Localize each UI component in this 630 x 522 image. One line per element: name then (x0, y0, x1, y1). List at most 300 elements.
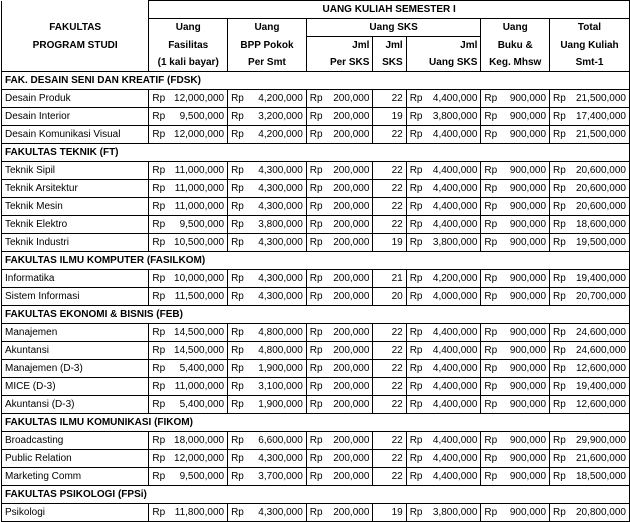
bpp-value: 1,900,000 (245, 360, 307, 378)
fasilitas-value: 9,500,000 (166, 108, 228, 126)
currency-label: Rp (550, 234, 567, 252)
currency-label: Rp (406, 342, 423, 360)
currency-label: Rp (149, 270, 166, 288)
currency-label: Rp (228, 342, 245, 360)
total-value: 20,800,000 (567, 504, 630, 522)
faculty-name: FAK. DESAIN SENI DAN KREATIF (FDSK) (2, 72, 630, 90)
currency-label: Rp (149, 180, 166, 198)
fasilitas-value: 12,000,000 (166, 90, 228, 108)
currency-label: Rp (481, 108, 498, 126)
fasilitas-value: 11,000,000 (166, 162, 228, 180)
fasilitas-value: 11,800,000 (166, 504, 228, 522)
currency-label: Rp (550, 198, 567, 216)
buku-value: 900,000 (498, 180, 549, 198)
currency-label: Rp (149, 162, 166, 180)
currency-label: Rp (550, 432, 567, 450)
total-value: 24,600,000 (567, 342, 630, 360)
total-value: 20,600,000 (567, 162, 630, 180)
fasilitas-value: 10,000,000 (166, 270, 228, 288)
sks-count-value: 22 (373, 468, 406, 486)
sks-count-value: 19 (373, 234, 406, 252)
uang-sks-value: 4,400,000 (423, 126, 481, 144)
sks-count-value: 22 (373, 216, 406, 234)
sks-count-value: 22 (373, 162, 406, 180)
sks-count-value: 20 (373, 288, 406, 306)
program-row (2, 234, 630, 252)
sks-group-header: Uang SKS (306, 19, 481, 37)
currency-label: Rp (550, 126, 567, 144)
currency-label: Rp (406, 216, 423, 234)
currency-label: Rp (306, 234, 323, 252)
currency-label: Rp (481, 234, 498, 252)
currency-label: Rp (306, 504, 323, 522)
currency-label: Rp (306, 360, 323, 378)
currency-label: Rp (306, 378, 323, 396)
currency-label: Rp (406, 324, 423, 342)
program-row (2, 126, 630, 144)
per-sks-value: 200,000 (323, 162, 372, 180)
currency-label: Rp (228, 90, 245, 108)
fasilitas-header-3: (1 kali bayar) (149, 54, 228, 72)
currency-label: Rp (306, 324, 323, 342)
currency-label: Rp (228, 396, 245, 414)
program-row (2, 270, 630, 288)
currency-label: Rp (481, 198, 498, 216)
header-corner (2, 1, 149, 19)
currency-label: Rp (406, 432, 423, 450)
uang-sks-value: 4,200,000 (423, 270, 481, 288)
uang-sks-value: 4,400,000 (423, 216, 481, 234)
per-sks-value: 200,000 (323, 324, 372, 342)
program-row (2, 432, 630, 450)
buku-value: 900,000 (498, 198, 549, 216)
bpp-header-3: Per Smt (228, 54, 307, 72)
uang-sks-value: 4,400,000 (423, 180, 481, 198)
total-value: 12,600,000 (567, 396, 630, 414)
currency-label: Rp (306, 342, 323, 360)
total-header-1: Total (550, 19, 630, 37)
buku-value: 900,000 (498, 432, 549, 450)
program-name: Teknik Sipil (2, 162, 149, 180)
currency-label: Rp (550, 468, 567, 486)
tuition-fee-table (1, 0, 630, 522)
total-value: 29,900,000 (567, 432, 630, 450)
currency-label: Rp (481, 324, 498, 342)
semester-title: UANG KULIAH SEMESTER I (149, 1, 630, 19)
buku-value: 900,000 (498, 90, 549, 108)
currency-label: Rp (406, 378, 423, 396)
per-sks-value: 200,000 (323, 396, 372, 414)
per-sks-value: 200,000 (323, 468, 372, 486)
faculty-name: FAKULTAS PSIKOLOGI (FPSi) (2, 486, 630, 504)
currency-label: Rp (550, 504, 567, 522)
total-value: 24,600,000 (567, 324, 630, 342)
fasilitas-value: 18,000,000 (166, 432, 228, 450)
currency-label: Rp (481, 270, 498, 288)
bpp-value: 4,300,000 (245, 504, 307, 522)
program-row (2, 450, 630, 468)
total-value: 12,600,000 (567, 360, 630, 378)
program-header: PROGRAM STUDI (2, 37, 149, 55)
total-value: 17,400,000 (567, 108, 630, 126)
faculty-name: FAKULTAS ILMU KOMPUTER (FASILKOM) (2, 252, 630, 270)
uang-sks-value: 4,400,000 (423, 450, 481, 468)
fasilitas-value: 5,400,000 (166, 396, 228, 414)
currency-label: Rp (228, 378, 245, 396)
uang-sks-value: 4,400,000 (423, 342, 481, 360)
bpp-value: 4,300,000 (245, 234, 307, 252)
currency-label: Rp (550, 162, 567, 180)
currency-label: Rp (228, 198, 245, 216)
bpp-value: 3,200,000 (245, 108, 307, 126)
currency-label: Rp (149, 90, 166, 108)
currency-label: Rp (149, 378, 166, 396)
fasilitas-value: 9,500,000 (166, 468, 228, 486)
bpp-value: 4,300,000 (245, 198, 307, 216)
sks-count-value: 19 (373, 108, 406, 126)
total-value: 18,500,000 (567, 468, 630, 486)
uang-sks-value: 4,400,000 (423, 90, 481, 108)
currency-label: Rp (481, 396, 498, 414)
bpp-value: 4,300,000 (245, 288, 307, 306)
bpp-value: 4,800,000 (245, 324, 307, 342)
fasilitas-header-1: Uang (149, 19, 228, 37)
bpp-value: 4,300,000 (245, 162, 307, 180)
per-sks-value: 200,000 (323, 504, 372, 522)
uang-sks-header-2: Uang SKS (406, 54, 481, 72)
currency-label: Rp (406, 270, 423, 288)
buku-value: 900,000 (498, 162, 549, 180)
program-name: Psikologi (2, 504, 149, 522)
currency-label: Rp (306, 468, 323, 486)
program-row (2, 198, 630, 216)
currency-label: Rp (149, 234, 166, 252)
uang-sks-value: 4,400,000 (423, 162, 481, 180)
currency-label: Rp (550, 216, 567, 234)
per-sks-value: 200,000 (323, 198, 372, 216)
buku-value: 900,000 (498, 324, 549, 342)
program-row (2, 180, 630, 198)
program-name: Desain Komunikasi Visual (2, 126, 149, 144)
per-sks-value: 200,000 (323, 342, 372, 360)
sks-count-header-1: Jml (373, 37, 406, 55)
program-name: Marketing Comm (2, 468, 149, 486)
fasilitas-value: 14,500,000 (166, 324, 228, 342)
sks-count-value: 22 (373, 396, 406, 414)
fasilitas-value: 11,000,000 (166, 180, 228, 198)
sks-count-value: 22 (373, 450, 406, 468)
faculty-row (2, 252, 630, 270)
program-name: Public Relation (2, 450, 149, 468)
per-sks-value: 200,000 (323, 450, 372, 468)
sks-count-value: 22 (373, 324, 406, 342)
program-name: Teknik Elektro (2, 216, 149, 234)
fasilitas-value: 14,500,000 (166, 342, 228, 360)
currency-label: Rp (306, 432, 323, 450)
currency-label: Rp (149, 504, 166, 522)
per-sks-value: 200,000 (323, 216, 372, 234)
total-value: 18,600,000 (567, 216, 630, 234)
currency-label: Rp (149, 432, 166, 450)
program-name: Teknik Arsitektur (2, 180, 149, 198)
currency-label: Rp (306, 270, 323, 288)
currency-label: Rp (228, 504, 245, 522)
fasilitas-value: 12,000,000 (166, 450, 228, 468)
program-name: Informatika (2, 270, 149, 288)
total-header-3: Smt-1 (550, 54, 630, 72)
per-sks-header-2: Per SKS (306, 54, 373, 72)
currency-label: Rp (228, 234, 245, 252)
currency-label: Rp (228, 162, 245, 180)
bpp-value: 4,300,000 (245, 180, 307, 198)
uang-sks-value: 4,400,000 (423, 198, 481, 216)
currency-label: Rp (481, 126, 498, 144)
bpp-value: 6,600,000 (245, 432, 307, 450)
per-sks-value: 200,000 (323, 378, 372, 396)
faculty-row (2, 486, 630, 504)
currency-label: Rp (306, 450, 323, 468)
currency-label: Rp (550, 324, 567, 342)
bpp-value: 4,300,000 (245, 450, 307, 468)
table-body (2, 72, 630, 522)
currency-label: Rp (550, 342, 567, 360)
buku-value: 900,000 (498, 468, 549, 486)
currency-label: Rp (481, 180, 498, 198)
program-row (2, 396, 630, 414)
currency-label: Rp (228, 468, 245, 486)
currency-label: Rp (406, 288, 423, 306)
bpp-value: 4,800,000 (245, 342, 307, 360)
currency-label: Rp (406, 450, 423, 468)
program-name: Sistem Informasi (2, 288, 149, 306)
total-value: 21,500,000 (567, 126, 630, 144)
currency-label: Rp (481, 468, 498, 486)
currency-label: Rp (406, 234, 423, 252)
uang-sks-value: 3,800,000 (423, 108, 481, 126)
currency-label: Rp (550, 450, 567, 468)
buku-value: 900,000 (498, 504, 549, 522)
currency-label: Rp (550, 108, 567, 126)
program-row (2, 162, 630, 180)
sks-count-value: 22 (373, 126, 406, 144)
per-sks-value: 200,000 (323, 108, 372, 126)
sks-count-value: 22 (373, 432, 406, 450)
currency-label: Rp (481, 378, 498, 396)
bpp-value: 4,300,000 (245, 270, 307, 288)
program-row (2, 378, 630, 396)
per-sks-value: 200,000 (323, 288, 372, 306)
currency-label: Rp (406, 90, 423, 108)
fasilitas-value: 12,000,000 (166, 126, 228, 144)
currency-label: Rp (149, 216, 166, 234)
buku-value: 900,000 (498, 288, 549, 306)
faculty-name: FAKULTAS EKONOMI & BISNIS (FEB) (2, 306, 630, 324)
currency-label: Rp (481, 90, 498, 108)
bpp-value: 4,200,000 (245, 90, 307, 108)
buku-value: 900,000 (498, 360, 549, 378)
uang-sks-value: 4,400,000 (423, 468, 481, 486)
table-header (2, 1, 630, 72)
currency-label: Rp (550, 360, 567, 378)
faculty-row (2, 144, 630, 162)
faculty-row (2, 306, 630, 324)
buku-value: 900,000 (498, 126, 549, 144)
per-sks-value: 200,000 (323, 180, 372, 198)
currency-label: Rp (149, 342, 166, 360)
bpp-header-2: BPP Pokok (228, 37, 307, 55)
total-value: 19,500,000 (567, 234, 630, 252)
total-value: 20,600,000 (567, 198, 630, 216)
fasilitas-value: 5,400,000 (166, 360, 228, 378)
currency-label: Rp (306, 108, 323, 126)
currency-label: Rp (481, 450, 498, 468)
sks-count-value: 22 (373, 378, 406, 396)
buku-value: 900,000 (498, 108, 549, 126)
currency-label: Rp (149, 360, 166, 378)
total-header-2: Uang Kuliah (550, 37, 630, 55)
program-row (2, 504, 630, 522)
sks-count-value: 22 (373, 180, 406, 198)
fasilitas-value: 11,000,000 (166, 198, 228, 216)
buku-value: 900,000 (498, 450, 549, 468)
currency-label: Rp (228, 432, 245, 450)
currency-label: Rp (306, 198, 323, 216)
bpp-value: 3,800,000 (245, 216, 307, 234)
currency-label: Rp (149, 198, 166, 216)
program-name: Teknik Industri (2, 234, 149, 252)
sks-count-value: 19 (373, 504, 406, 522)
program-name: Teknik Mesin (2, 198, 149, 216)
header-spacer (2, 54, 149, 72)
fasilitas-value: 11,500,000 (166, 288, 228, 306)
currency-label: Rp (481, 288, 498, 306)
sks-count-value: 22 (373, 90, 406, 108)
per-sks-value: 200,000 (323, 234, 372, 252)
fasilitas-value: 11,000,000 (166, 378, 228, 396)
total-value: 19,400,000 (567, 378, 630, 396)
program-name: Manajemen (2, 324, 149, 342)
currency-label: Rp (149, 288, 166, 306)
currency-label: Rp (406, 180, 423, 198)
per-sks-header-1: Jml (306, 37, 373, 55)
currency-label: Rp (550, 396, 567, 414)
uang-sks-value: 4,400,000 (423, 432, 481, 450)
per-sks-value: 200,000 (323, 432, 372, 450)
buku-header-2: Buku & (481, 37, 550, 55)
uang-sks-value: 4,400,000 (423, 324, 481, 342)
program-row (2, 468, 630, 486)
faculty-row (2, 414, 630, 432)
uang-sks-value: 4,400,000 (423, 396, 481, 414)
program-name: MICE (D-3) (2, 378, 149, 396)
sks-count-value: 21 (373, 270, 406, 288)
bpp-value: 1,900,000 (245, 396, 307, 414)
currency-label: Rp (406, 126, 423, 144)
uang-sks-value: 4,400,000 (423, 378, 481, 396)
faculty-row (2, 72, 630, 90)
currency-label: Rp (306, 396, 323, 414)
currency-label: Rp (228, 180, 245, 198)
currency-label: Rp (406, 504, 423, 522)
program-name: Akuntansi (2, 342, 149, 360)
per-sks-value: 200,000 (323, 270, 372, 288)
total-value: 21,600,000 (567, 450, 630, 468)
currency-label: Rp (149, 450, 166, 468)
total-value: 21,500,000 (567, 90, 630, 108)
currency-label: Rp (149, 396, 166, 414)
currency-label: Rp (550, 378, 567, 396)
uang-sks-value: 4,000,000 (423, 288, 481, 306)
currency-label: Rp (306, 90, 323, 108)
per-sks-value: 200,000 (323, 90, 372, 108)
buku-value: 900,000 (498, 396, 549, 414)
sks-count-value: 22 (373, 360, 406, 378)
buku-header-1: Uang (481, 19, 550, 37)
faculty-name: FAKULTAS TEKNIK (FT) (2, 144, 630, 162)
bpp-value: 4,200,000 (245, 126, 307, 144)
sks-count-header-2: SKS (373, 54, 406, 72)
program-name: Desain Produk (2, 90, 149, 108)
program-name: Broadcasting (2, 432, 149, 450)
sks-count-value: 22 (373, 342, 406, 360)
currency-label: Rp (406, 108, 423, 126)
currency-label: Rp (228, 288, 245, 306)
total-value: 20,700,000 (567, 288, 630, 306)
currency-label: Rp (406, 468, 423, 486)
currency-label: Rp (149, 324, 166, 342)
currency-label: Rp (306, 126, 323, 144)
bpp-value: 3,700,000 (245, 468, 307, 486)
buku-value: 900,000 (498, 270, 549, 288)
currency-label: Rp (406, 396, 423, 414)
program-row (2, 90, 630, 108)
currency-label: Rp (406, 198, 423, 216)
currency-label: Rp (550, 288, 567, 306)
currency-label: Rp (149, 108, 166, 126)
bpp-value: 3,100,000 (245, 378, 307, 396)
currency-label: Rp (481, 342, 498, 360)
buku-value: 900,000 (498, 342, 549, 360)
per-sks-value: 200,000 (323, 126, 372, 144)
faculty-name: FAKULTAS ILMU KOMUNIKASI (FIKOM) (2, 414, 630, 432)
currency-label: Rp (550, 90, 567, 108)
uang-sks-value: 3,800,000 (423, 234, 481, 252)
buku-header-3: Keg. Mhsw (481, 54, 550, 72)
uang-sks-value: 3,800,000 (423, 504, 481, 522)
fasilitas-value: 10,500,000 (166, 234, 228, 252)
buku-value: 900,000 (498, 216, 549, 234)
program-row (2, 324, 630, 342)
program-row (2, 342, 630, 360)
currency-label: Rp (406, 360, 423, 378)
currency-label: Rp (306, 288, 323, 306)
currency-label: Rp (228, 108, 245, 126)
currency-label: Rp (228, 216, 245, 234)
program-row (2, 360, 630, 378)
currency-label: Rp (306, 216, 323, 234)
currency-label: Rp (228, 360, 245, 378)
total-value: 19,400,000 (567, 270, 630, 288)
program-row (2, 216, 630, 234)
bpp-header-1: Uang (228, 19, 307, 37)
fasilitas-value: 9,500,000 (166, 216, 228, 234)
faculty-header: FAKULTAS (2, 19, 149, 37)
currency-label: Rp (228, 270, 245, 288)
currency-label: Rp (406, 162, 423, 180)
program-row (2, 108, 630, 126)
uang-sks-value: 4,400,000 (423, 360, 481, 378)
currency-label: Rp (481, 216, 498, 234)
